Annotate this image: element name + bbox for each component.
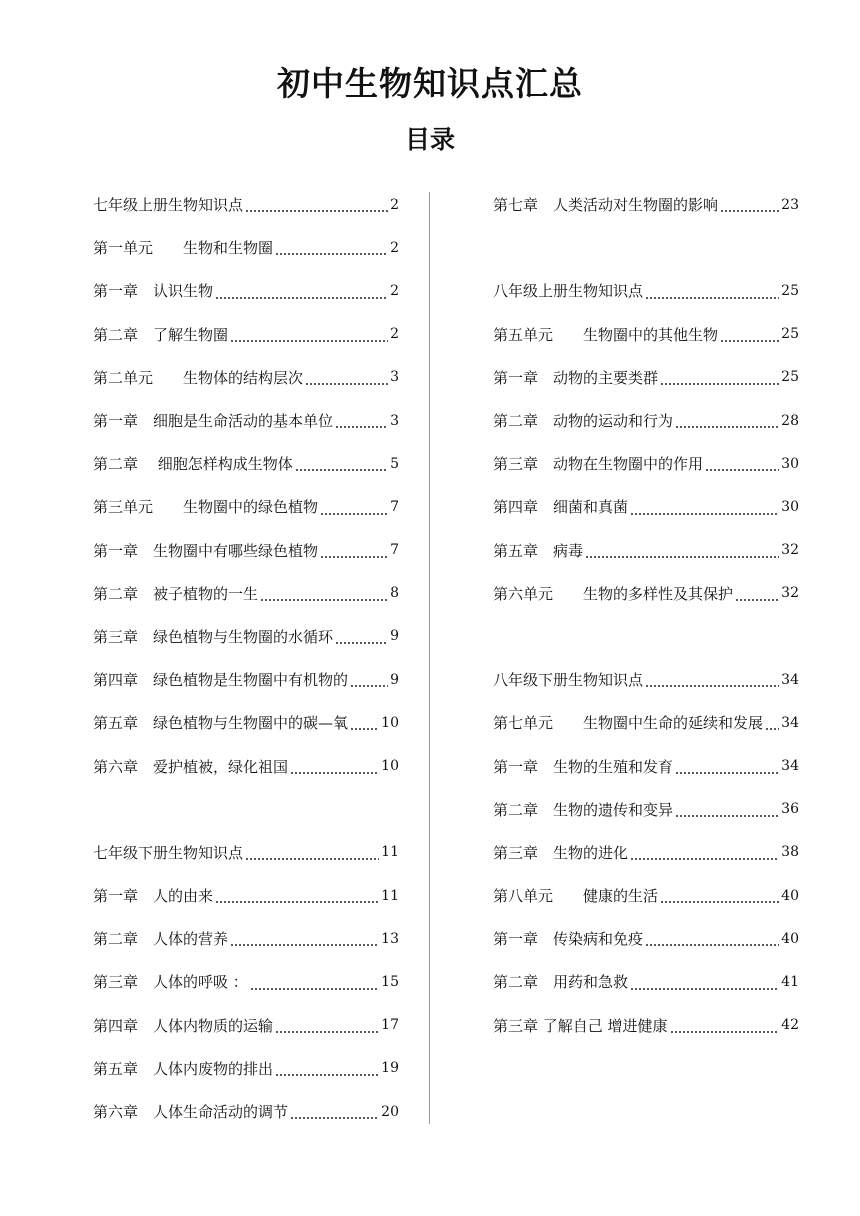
toc-page-number: 15 — [381, 973, 399, 990]
dot-leader — [645, 297, 779, 299]
toc-entry[interactable] — [493, 313, 799, 356]
toc-entry-label: 第四章 绿色植物是生物圈中有机物的 — [93, 671, 349, 690]
dot-leader — [660, 383, 779, 385]
toc-page-number: 8 — [390, 585, 399, 602]
dot-leader — [320, 556, 388, 558]
toc-entry-label: 第三章 了解自己 增进健康 — [493, 1016, 668, 1035]
toc-entry-label: 第六单元 生物的多样性及其保护 — [493, 584, 734, 603]
dot-leader — [275, 1074, 379, 1076]
toc-page-number: 20 — [381, 1103, 399, 1120]
toc-entry[interactable] — [93, 701, 399, 744]
toc-entry[interactable] — [493, 917, 799, 960]
toc-page-number: 10 — [381, 758, 399, 775]
toc-page-number: 30 — [781, 498, 799, 515]
dot-leader — [675, 772, 779, 774]
toc-page-number: 41 — [781, 973, 799, 990]
toc-entry-label: 第二章 人体的营养 — [93, 930, 229, 949]
toc-entry[interactable] — [93, 615, 399, 658]
toc-page-number: 7 — [390, 498, 399, 515]
toc-page-number: 34 — [781, 714, 799, 731]
toc-entry[interactable] — [493, 269, 799, 312]
dot-leader — [630, 858, 779, 860]
dot-leader — [305, 383, 388, 385]
toc-entry[interactable] — [493, 744, 799, 787]
toc-entry-label: 第三章 动物在生物圈中的作用 — [493, 455, 704, 474]
toc-page-number: 2 — [390, 196, 399, 213]
toc-entry-label: 第七章 人类活动对生物圈的影响 — [493, 196, 719, 215]
toc-entry-label: 第五章 病毒 — [493, 541, 584, 560]
toc-page-number: 32 — [781, 585, 799, 602]
toc-page-number: 2 — [390, 282, 399, 299]
toc-entry-label: 第七单元 生物圈中生命的延续和发展 — [493, 714, 764, 733]
toc-entry-label: 第一章 认识生物 — [93, 282, 214, 301]
toc-page-number: 23 — [781, 196, 799, 213]
toc-entry[interactable] — [93, 960, 399, 1003]
dot-leader — [735, 599, 779, 601]
toc-entry-label: 第六章 人体生命活动的调节 — [93, 1103, 289, 1122]
toc-page-number: 25 — [781, 282, 799, 299]
toc-entry-label: 第二章 生物的遗传和变异 — [493, 800, 674, 819]
toc-entry-label: 第二章 被子植物的一生 — [93, 584, 259, 603]
toc-page-number: 5 — [390, 455, 399, 472]
toc-entry-label: 七年级下册生物知识点 — [93, 843, 244, 862]
toc-page-number: 40 — [781, 930, 799, 947]
toc-entry-label: 七年级上册生物知识点 — [93, 196, 244, 215]
toc-entry-label: 第一章 传染病和免疫 — [493, 930, 644, 949]
toc-page-number: 25 — [781, 369, 799, 386]
dot-leader — [645, 944, 779, 946]
dot-leader — [645, 685, 779, 687]
dot-leader — [275, 1031, 379, 1033]
toc-page-number: 19 — [381, 1060, 399, 1077]
toc-entry-label: 第二章 用药和急救 — [493, 973, 629, 992]
toc-entry-label: 八年级下册生物知识点 — [493, 671, 644, 690]
toc-page-number: 2 — [390, 326, 399, 343]
toc-entry-label: 第三单元 生物圈中的绿色植物 — [93, 498, 319, 517]
toc-entry-label: 第五章 人体内废物的排出 — [93, 1059, 274, 1078]
dot-leader — [250, 988, 379, 990]
dot-leader — [245, 858, 379, 860]
dot-leader — [705, 469, 779, 471]
dot-leader — [335, 642, 388, 644]
toc-page-number: 28 — [781, 412, 799, 429]
dot-leader — [320, 513, 388, 515]
toc-page-number: 32 — [781, 542, 799, 559]
toc-entry[interactable] — [93, 313, 399, 356]
toc-page-number: 2 — [390, 239, 399, 256]
toc-entry[interactable] — [93, 442, 399, 485]
toc-right-column — [493, 183, 799, 1047]
dot-leader — [335, 426, 388, 428]
toc-entry[interactable] — [93, 356, 399, 399]
dot-leader — [230, 944, 379, 946]
toc-entry-label: 第二章 细胞怎样构成生物体 — [93, 455, 293, 474]
toc-spacer — [493, 615, 799, 658]
toc-entry[interactable] — [93, 1047, 399, 1090]
toc-entry-label: 第二单元 生物体的结构层次 — [93, 368, 304, 387]
dot-leader — [295, 469, 388, 471]
toc-entry[interactable] — [493, 529, 799, 572]
toc-entry[interactable] — [93, 269, 399, 312]
toc-page-number: 40 — [781, 887, 799, 904]
toc-page-number: 34 — [781, 758, 799, 775]
toc-entry[interactable] — [493, 183, 799, 226]
toc-entry[interactable] — [493, 442, 799, 485]
toc-page-number: 9 — [390, 628, 399, 645]
toc-entry-label: 八年级上册生物知识点 — [493, 282, 644, 301]
toc-entry[interactable] — [93, 572, 399, 615]
dot-leader — [675, 426, 779, 428]
dot-leader — [215, 297, 388, 299]
toc-entry[interactable] — [493, 572, 799, 615]
toc-entry[interactable] — [93, 183, 399, 226]
toc-entry-label: 第一单元 生物和生物圈 — [93, 239, 274, 258]
dot-leader — [585, 556, 779, 558]
toc-entry-label: 第一章 生物圈中有哪些绿色植物 — [93, 541, 319, 560]
dot-leader — [245, 210, 388, 212]
toc-page-number: 25 — [781, 326, 799, 343]
dot-leader — [215, 901, 379, 903]
toc-spacer — [93, 788, 399, 831]
toc-entry[interactable] — [493, 658, 799, 701]
dot-leader — [670, 1031, 780, 1033]
toc-page-number: 36 — [781, 801, 799, 818]
dot-leader — [630, 513, 779, 515]
toc-entry[interactable] — [493, 356, 799, 399]
toc-entry[interactable] — [493, 874, 799, 917]
toc-page-number: 7 — [390, 542, 399, 559]
toc-page-number: 13 — [381, 930, 399, 947]
toc-page-number: 3 — [390, 412, 399, 429]
toc-entry-label: 第一章 动物的主要类群 — [493, 368, 659, 387]
toc-page-number: 34 — [781, 671, 799, 688]
toc-page-number: 42 — [781, 1017, 799, 1034]
toc-entry[interactable] — [93, 917, 399, 960]
toc-page-number: 11 — [381, 844, 399, 861]
dot-leader — [230, 340, 388, 342]
toc-left-column — [93, 183, 399, 1133]
dot-leader — [630, 988, 779, 990]
toc-entry-label: 第四章 人体内物质的运输 — [93, 1016, 274, 1035]
dot-leader — [350, 685, 388, 687]
toc-page-number: 30 — [781, 455, 799, 472]
toc-page-number: 38 — [781, 844, 799, 861]
toc-entry-label: 第三章 绿色植物与生物圈的水循环 — [93, 627, 334, 646]
toc-entry[interactable] — [493, 960, 799, 1003]
toc-entry[interactable] — [93, 658, 399, 701]
toc-spacer — [493, 226, 799, 269]
toc-entry[interactable] — [493, 788, 799, 831]
dot-leader — [675, 815, 779, 817]
toc-entry-label: 第三章 生物的进化 — [493, 843, 629, 862]
toc-entry[interactable] — [93, 744, 399, 787]
toc-entry-label: 第五章 绿色植物与生物圈中的碳—氧 — [93, 714, 349, 733]
toc-entry[interactable] — [93, 399, 399, 442]
document-title: 初中生物知识点汇总 — [277, 64, 583, 103]
toc-page-number: 10 — [381, 714, 399, 731]
toc-page-number: 3 — [390, 369, 399, 386]
toc-entry-label: 第六章 爱护植被，绿化祖国 — [93, 757, 289, 776]
toc-page-number: 11 — [381, 887, 399, 904]
toc-page-number: 9 — [390, 671, 399, 688]
toc-entry-label: 第八单元 健康的生活 — [493, 887, 659, 906]
column-divider — [429, 192, 430, 1124]
toc-entry[interactable] — [93, 1090, 399, 1133]
toc-entry-label: 第一章 细胞是生命活动的基本单位 — [93, 412, 334, 431]
toc-entry-label: 第五单元 生物圈中的其他生物 — [493, 325, 719, 344]
dot-leader — [720, 340, 779, 342]
toc-entry[interactable] — [93, 1004, 399, 1047]
dot-leader — [660, 901, 779, 903]
dot-leader — [290, 772, 379, 774]
toc-entry-label: 第二章 了解生物圈 — [93, 325, 229, 344]
dot-leader — [290, 1117, 379, 1119]
dot-leader — [720, 210, 779, 212]
dot-leader — [765, 728, 779, 730]
toc-entry[interactable] — [493, 831, 799, 874]
toc-entry-label: 第四章 细菌和真菌 — [493, 498, 629, 517]
dot-leader — [275, 253, 388, 255]
dot-leader — [260, 599, 388, 601]
toc-entry-label: 第三章 人体的呼吸 ： — [93, 973, 248, 992]
toc-page-number: 17 — [381, 1017, 399, 1034]
toc-entry[interactable] — [93, 485, 399, 528]
toc-entry[interactable] — [93, 874, 399, 917]
toc-entry-label: 第二章 动物的运动和行为 — [493, 412, 674, 431]
toc-entry[interactable] — [493, 399, 799, 442]
toc-entry[interactable] — [93, 831, 399, 874]
toc-entry-label: 第一章 人的由来 — [93, 887, 214, 906]
dot-leader — [350, 728, 379, 730]
toc-entry[interactable] — [93, 529, 399, 572]
toc-entry-label: 第一章 生物的生殖和发育 — [493, 757, 674, 776]
toc-entry[interactable] — [493, 485, 799, 528]
toc-heading: 目录 — [404, 125, 455, 154]
toc-entry[interactable] — [493, 701, 799, 744]
toc-entry[interactable] — [93, 226, 399, 269]
toc-entry[interactable] — [493, 1004, 799, 1047]
